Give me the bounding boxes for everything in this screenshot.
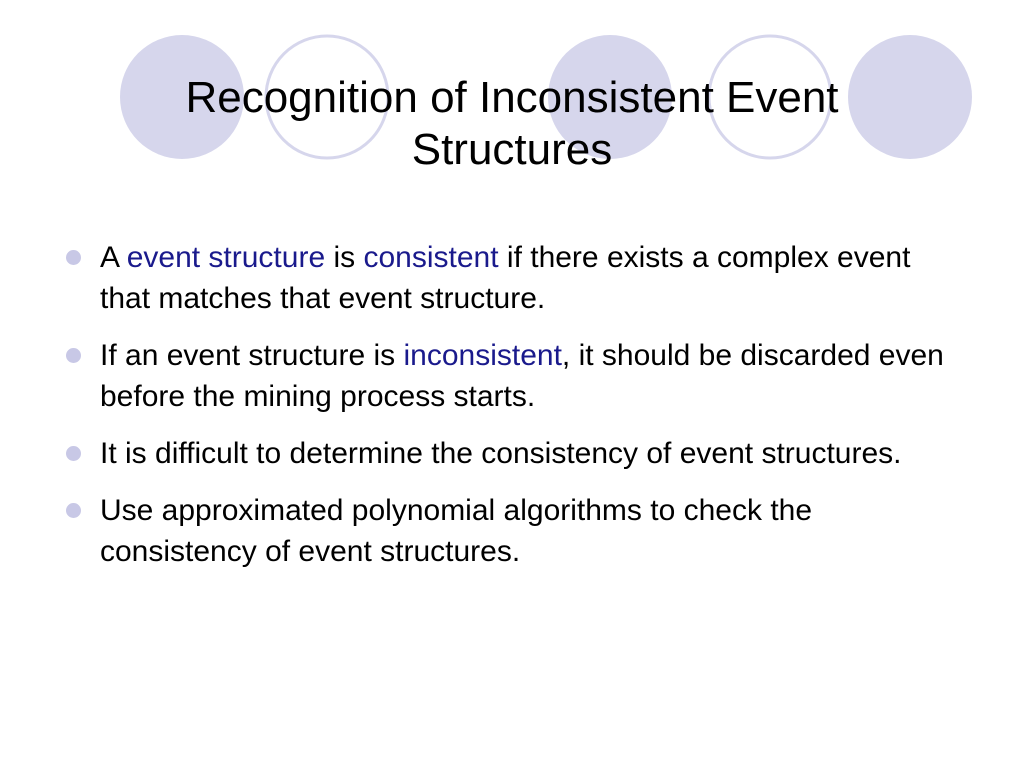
bullet-text: is (325, 241, 364, 274)
term-event-structure: event structure (126, 241, 326, 274)
bullet-list (66, 237, 966, 588)
circle-bullet-icon (66, 503, 81, 518)
bullet-text: Use approximated polynomial algorithms to check the consistency of event structures. (100, 494, 813, 568)
slide-title-line-2: Structures (411, 125, 613, 174)
slide-title (112, 72, 912, 176)
bullet-item (66, 433, 966, 474)
bullet-item (66, 335, 966, 417)
bullet-text: If an event structure is (100, 339, 404, 372)
bullet-text: , it should be discarded even before the mining process starts. (100, 339, 944, 413)
term-consistent: consistent (363, 241, 499, 274)
bullet-text: if there exists a complex event that matches that event structure. (100, 241, 911, 315)
slide-title-line-1: Recognition of Inconsistent Event (185, 73, 839, 122)
bullet-item (66, 490, 966, 572)
circle-bullet-icon (66, 446, 81, 461)
term-inconsistent: inconsistent (403, 339, 562, 372)
bullet-text: It is difficult to determine the consistency of event structures. (100, 437, 902, 470)
bullet-text: A (100, 241, 127, 274)
circle-bullet-icon (66, 348, 81, 363)
circle-bullet-icon (66, 250, 81, 265)
bullet-item (66, 237, 966, 319)
